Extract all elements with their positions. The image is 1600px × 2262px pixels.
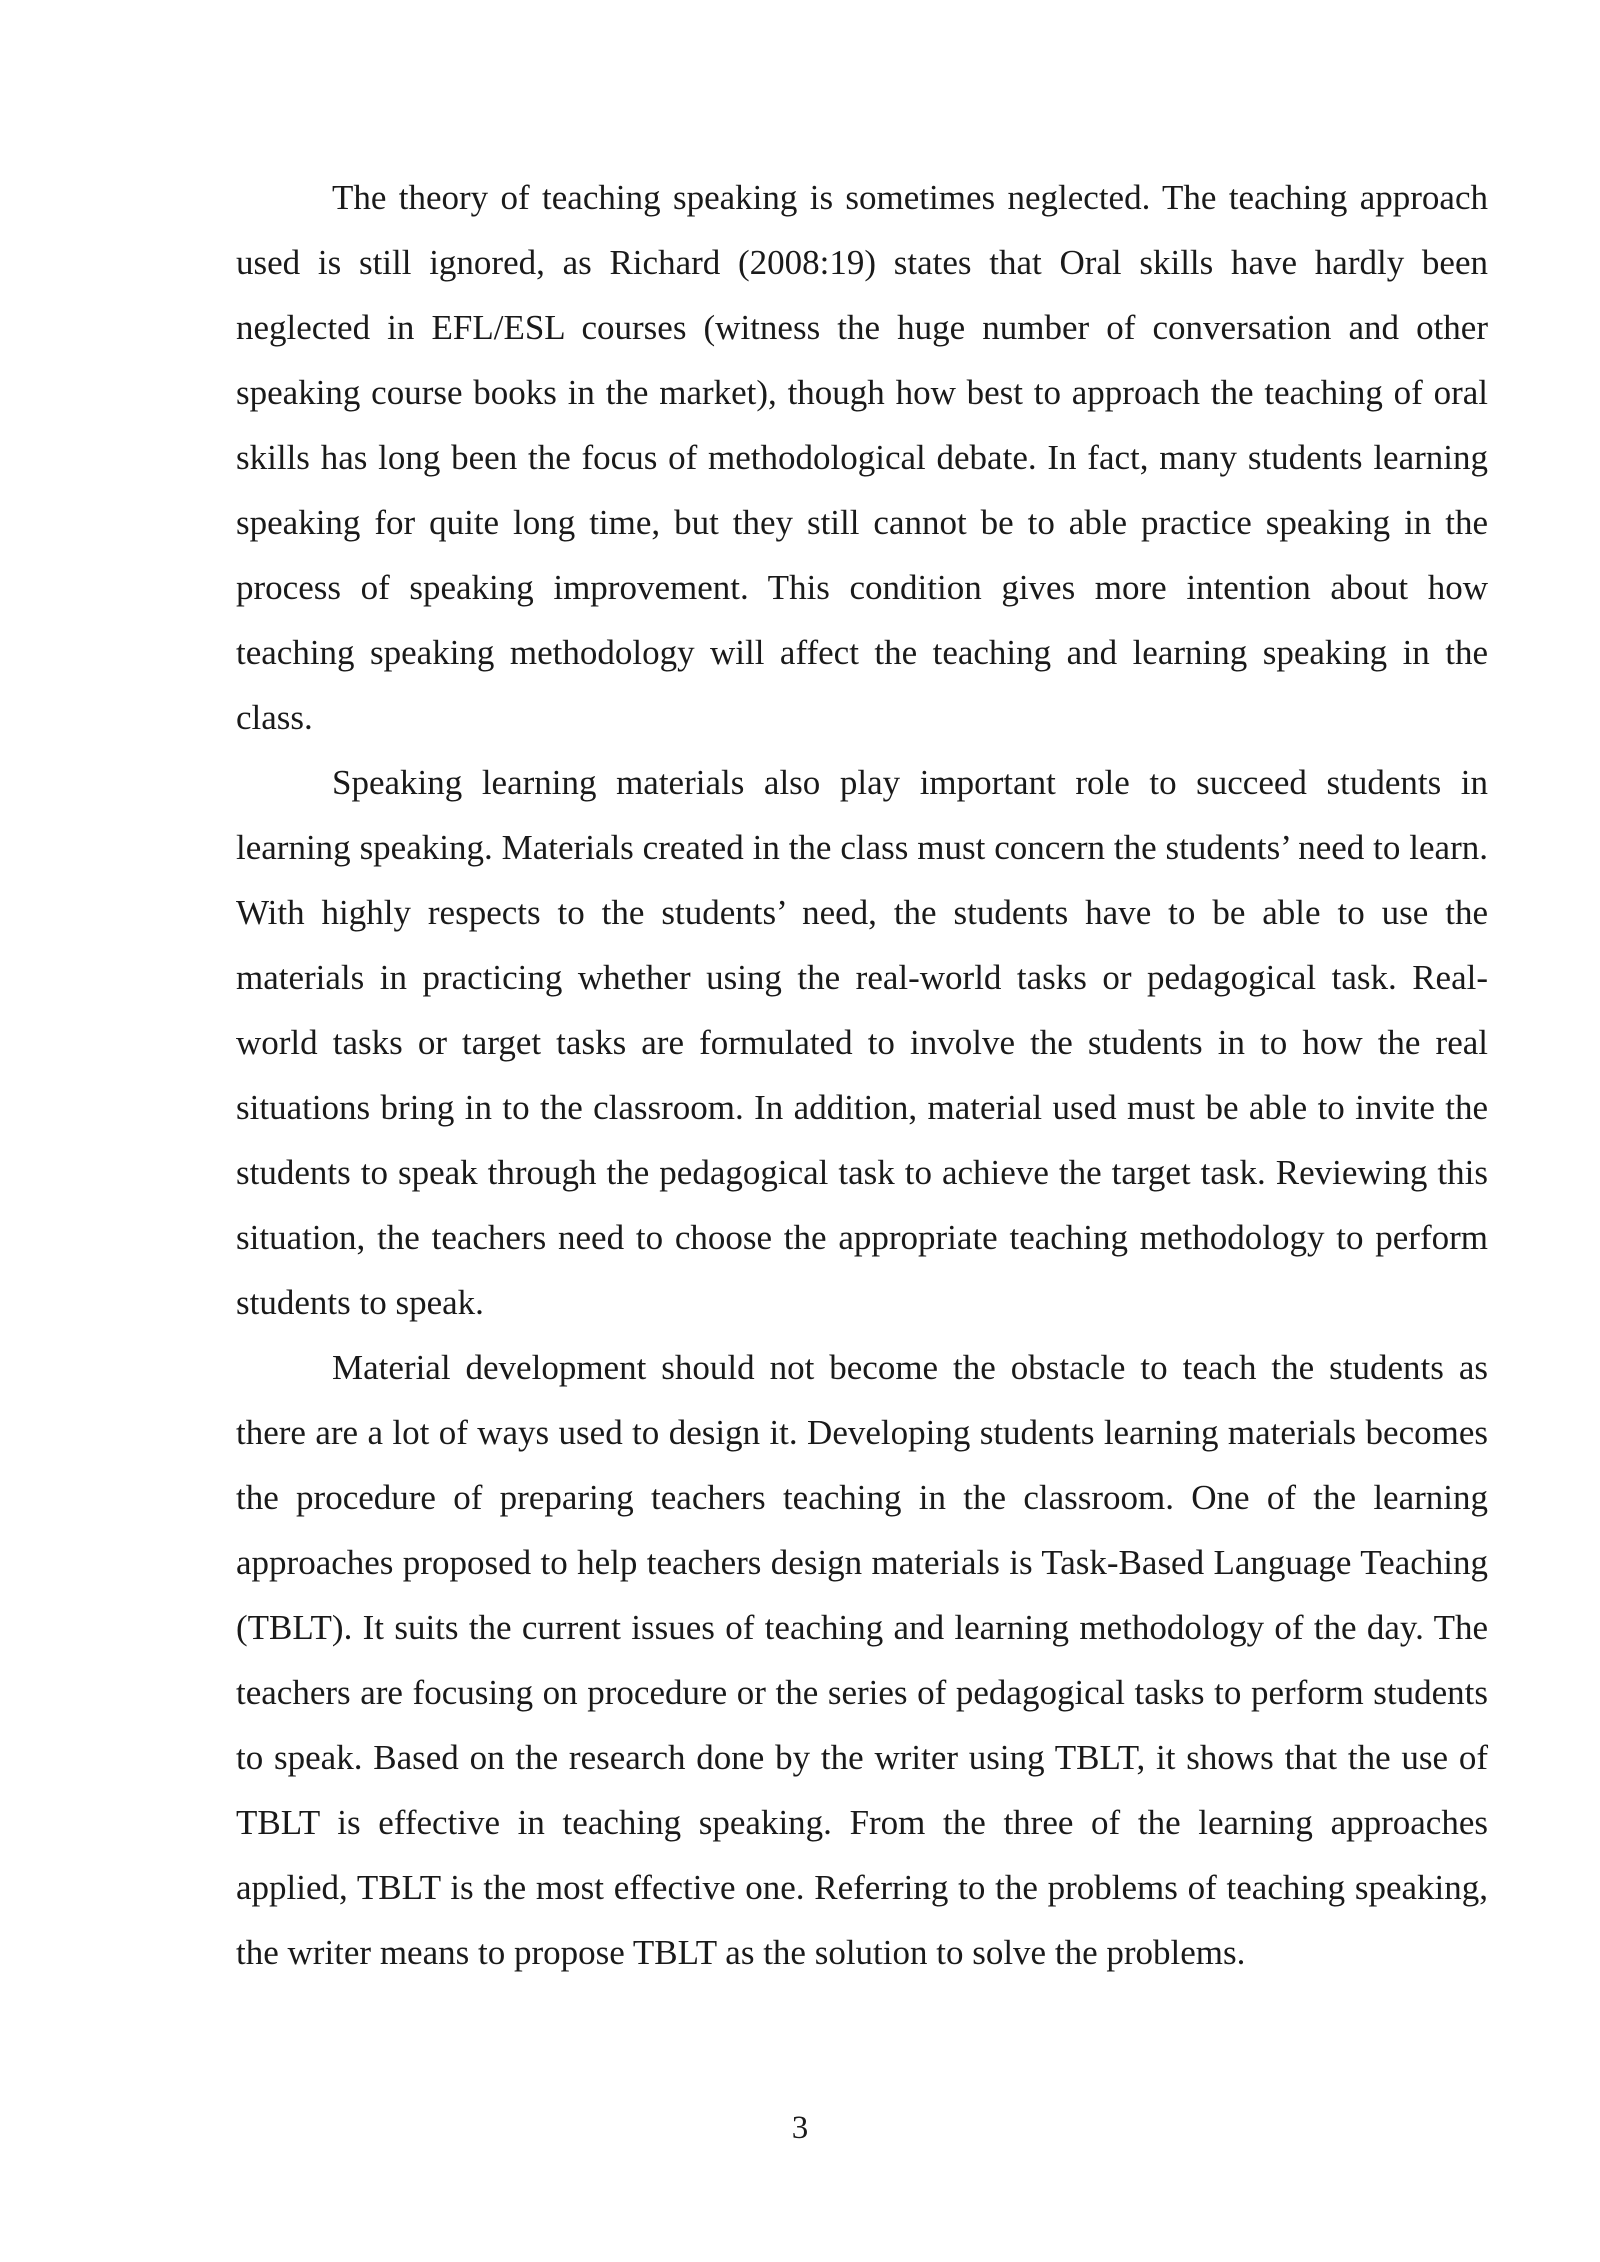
paragraph-2: Speaking learning materials also play important role to succeed students in learning speaking. Materials created in the class must concern the students’ need to learn. With highly respects to the students’ need, the students have to be able to use the materials in practicing whether using the real-world tasks or pedagogical task. Real-world tasks or target tasks are formulated to involve the students in to how the real situations bring in to the classroom. In addition, material used must be able to invite the students to speak through the pedagogical task to achieve the target task. Reviewing this situation, the teachers need to choose the appropriate teaching methodology to perform students to speak. <box>236 763 1488 1322</box>
body-text <box>236 165 1488 1985</box>
paragraph-1: The theory of teaching speaking is sometimes neglected. The teaching approach used is still ignored, as Richard (2008:19) states that Oral skills have hardly been neglected in EFL/ESL courses (witness the huge number of conversation and other speaking course books in the market), though how best to approach the teaching of oral skills has long been the focus of methodological debate. In fact, many students learning speaking for quite long time, but they still cannot be to able practice speaking in the process of speaking improvement. This condition gives more intention about how teaching speaking methodology will affect the teaching and learning speaking in the class. <box>236 178 1488 737</box>
paragraph-3: Material development should not become the obstacle to teach the students as there are a lot of ways used to design it. Developing students learning materials becomes the procedure of preparing teachers teaching in the classroom. One of the learning approaches proposed to help teachers design materials is Task-Based Language Teaching (TBLT). It suits the current issues of teaching and learning methodology of the day. The teachers are focusing on procedure or the series of pedagogical tasks to perform students to speak. Based on the research done by the writer using TBLT, it shows that the use of TBLT is effective in teaching speaking. From the three of the learning approaches applied, TBLT is the most effective one. Referring to the problems of teaching speaking, the writer means to propose TBLT as the solution to solve the problems. <box>236 1348 1488 1972</box>
page-number: 3 <box>791 2110 809 2146</box>
